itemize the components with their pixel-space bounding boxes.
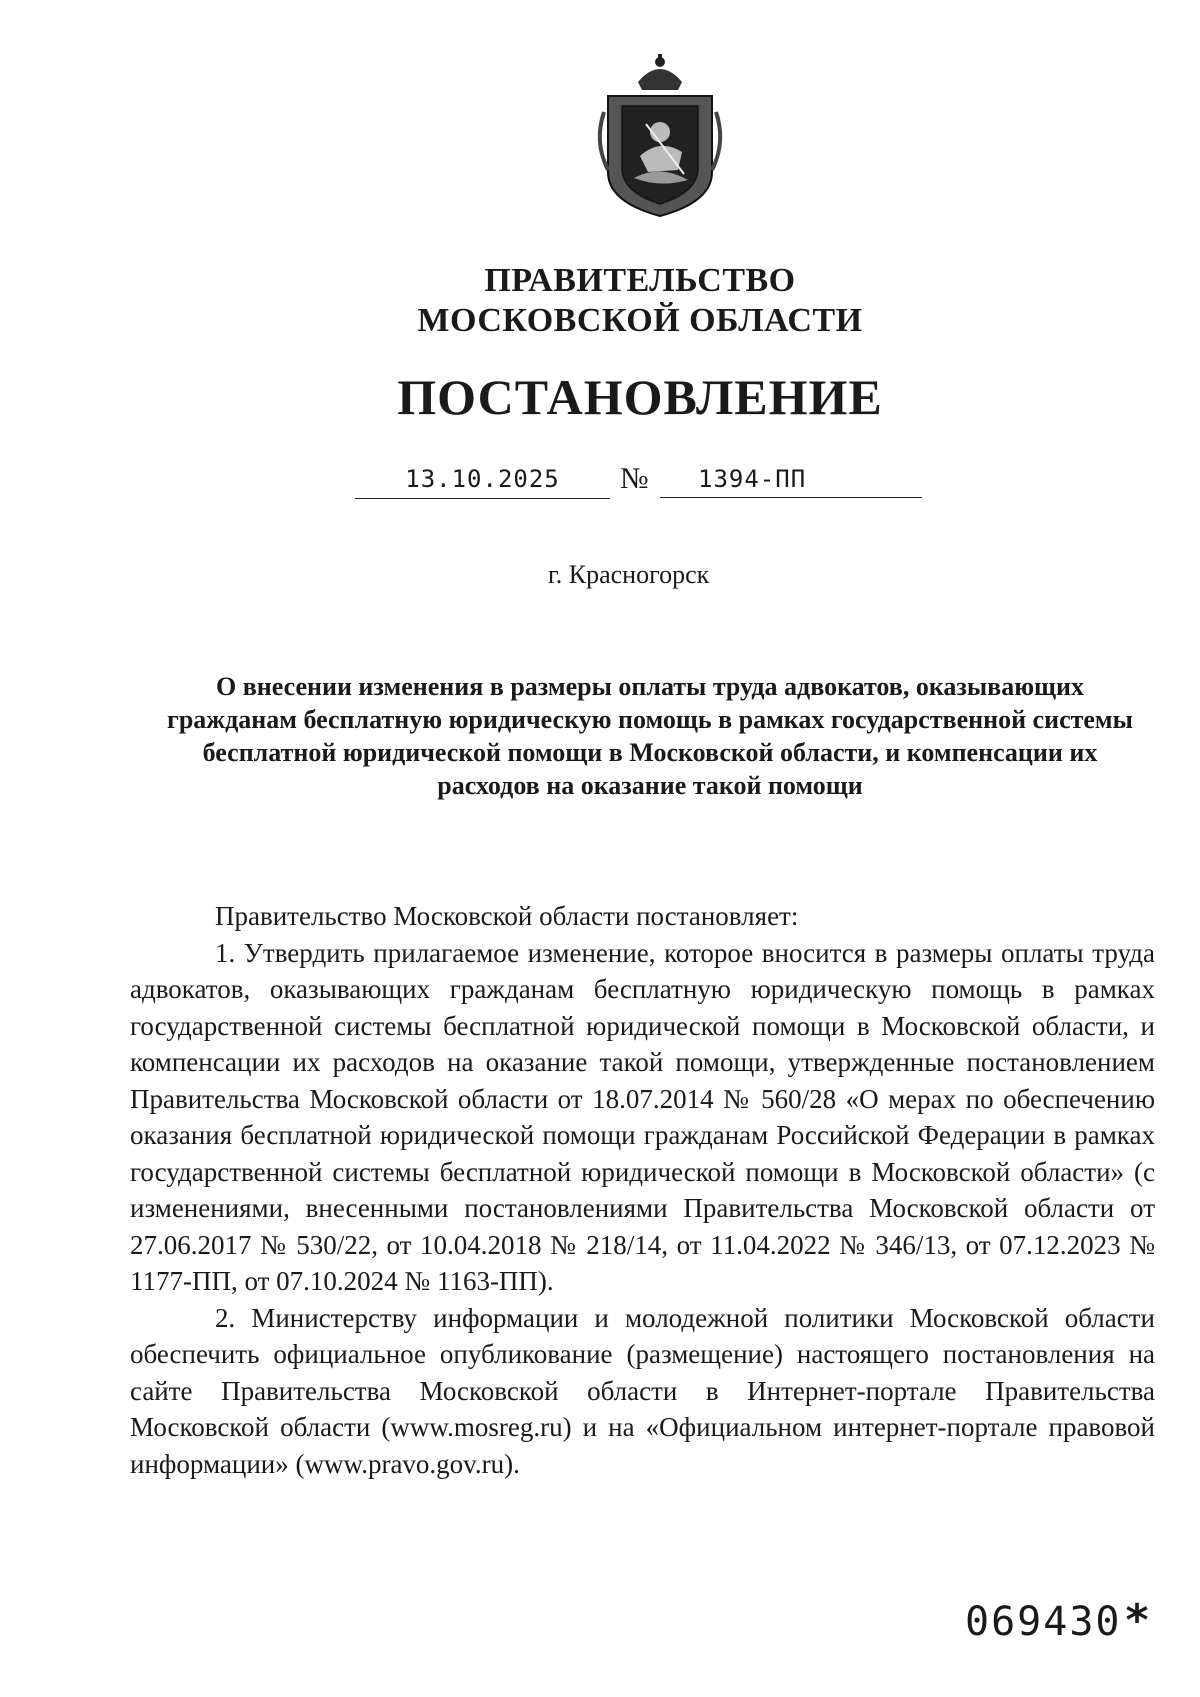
coat-of-arms-icon (590, 52, 730, 220)
document-type: ПОСТАНОВЛЕНИЕ (397, 369, 883, 425)
number-sign: № (620, 462, 649, 495)
body-item-2: 2. Министерству информации и молодежной политики Московской области обеспечить официальное опубликование (размещение) настоящего постановления на сайте Правительства Московской области в Интернет-портале Правительства Московской области (www.mosreg.ru) и на «Официальном интернет-портале правовой информации» (www.pravo.gov.ru). (130, 1302, 1155, 1479)
registration-number: 1394-ПП (698, 465, 807, 493)
asterisk-mark: * (1125, 1595, 1149, 1646)
serial-number-block (965, 1595, 1149, 1646)
document-title: О внесении изменения в размеры оплаты труда адвокатов, оказывающих гражданам бесплатную юридическую помощь в рамках государственной системы бесплатной юридической помощи в Московской области, и компенсации их расходов на оказание такой помощи (167, 672, 1133, 800)
body-intro: Правительство Московской области постановляет: (215, 901, 799, 931)
registration-date-field (355, 460, 610, 499)
serial-number: 069430 (965, 1599, 1122, 1645)
organization-name-line1: ПРАВИТЕЛЬСТВО (484, 262, 796, 299)
registration-number-field (660, 460, 922, 498)
document-body (130, 898, 1155, 1482)
body-item-1: 1. Утвердить прилагаемое изменение, которое вносится в размеры оплаты труда адвокатов, оказывающих гражданам бесплатную юридическую помощь в рамках государственной системы бесплатной юридической помощи в Московской области, и компенсации их расходов на оказание такой помощи, утвержденные постановлением Правительства Московской области от 18.07.2014 № 560/28 «О мерах по обеспечению оказания бесплатной юридической помощи гражданам Российской Федерации в рамках государственной системы бесплатной юридической помощи в Московской области» (с изменениями, внесенными постановлениями Правительства Московской области от 27.06.2017 № 530/22, от 10.04.2018 № 218/14, от 11.04.2022 № 346/13, от 07.12.2023 № 1177-ПП, от 07.10.2024 № 1163-ПП). (130, 937, 1155, 1296)
city: г. Красногорск (548, 560, 710, 589)
organization-name-line2: МОСКОВСКОЙ ОБЛАСТИ (417, 302, 863, 339)
registration-date: 13.10.2025 (405, 465, 560, 493)
